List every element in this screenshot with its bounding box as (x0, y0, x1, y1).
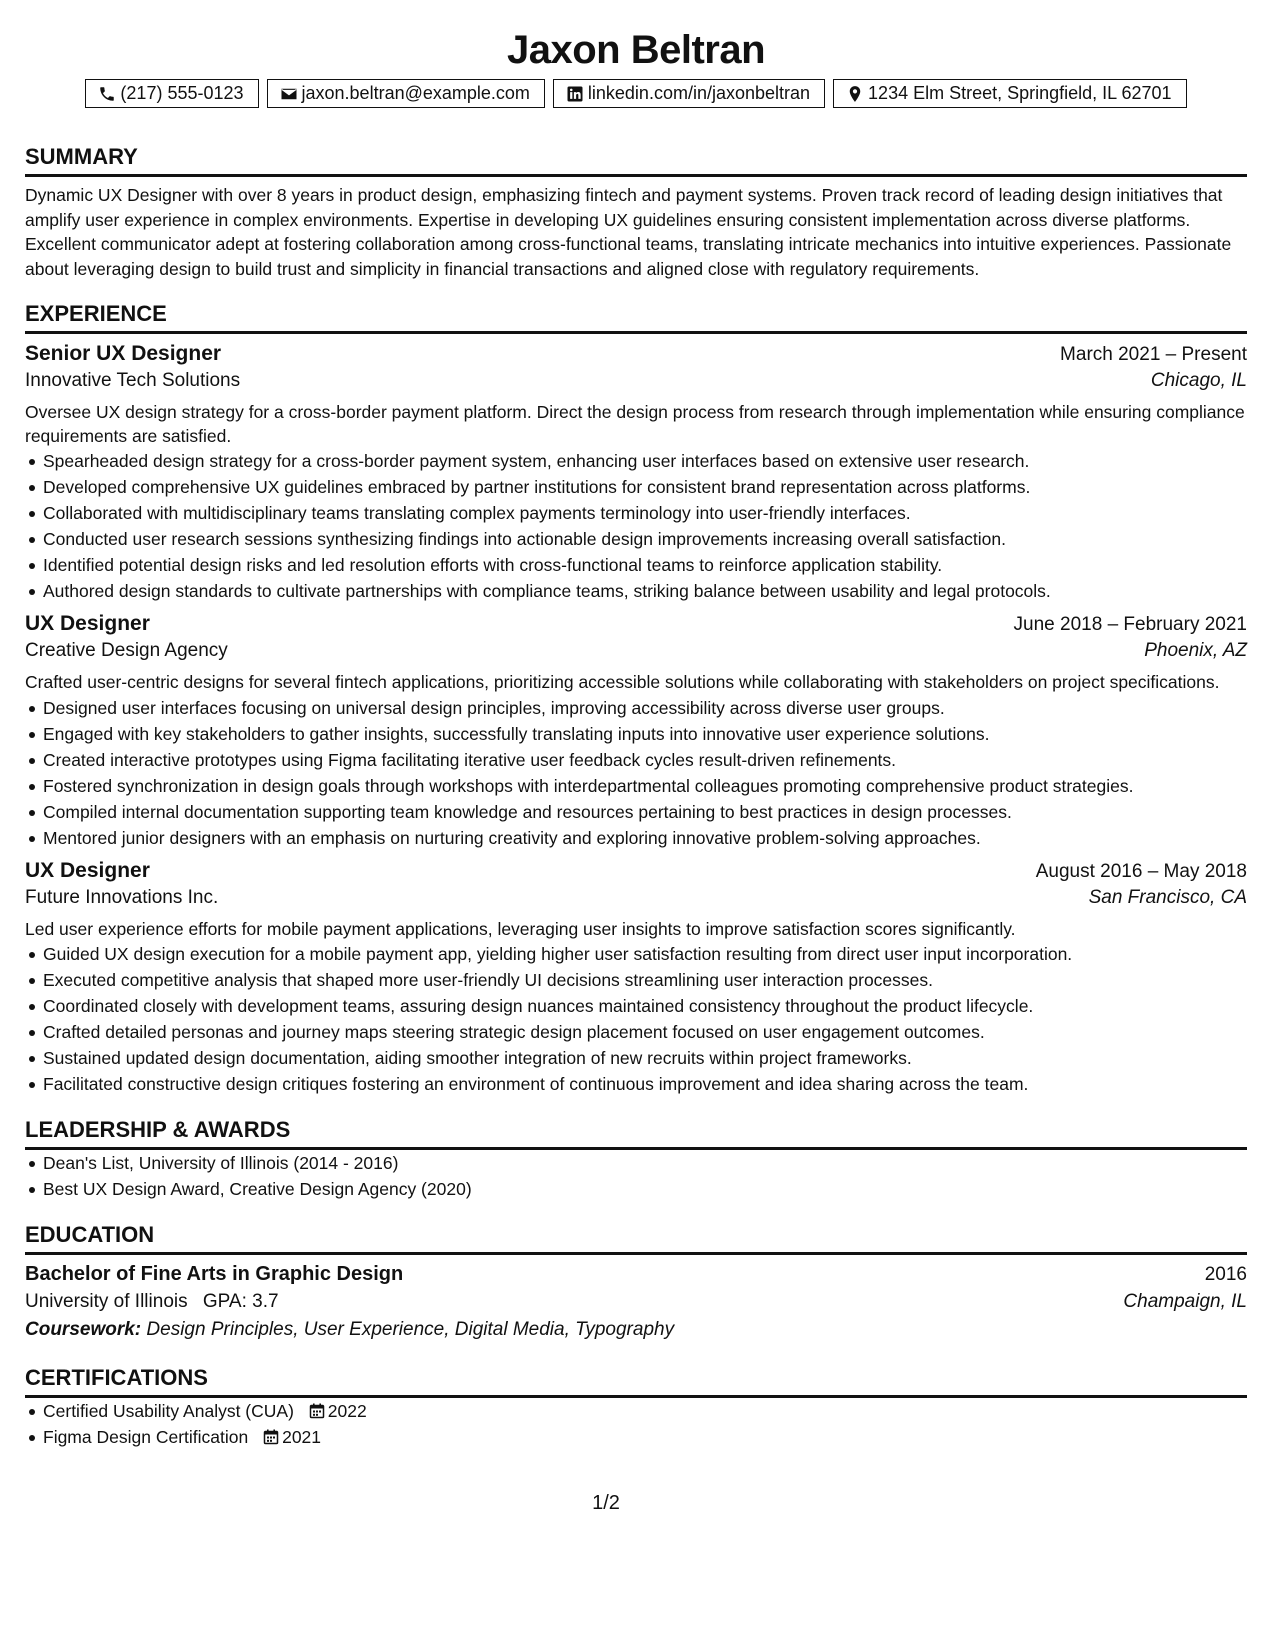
list-item: Coordinated closely with development teams, assuring design nuances maintained consistency throughout the product lifecycle. (43, 993, 1247, 1019)
leadership-section (25, 1117, 1247, 1202)
job-location: San Francisco, CA (1088, 886, 1247, 908)
calendar-icon (263, 1429, 279, 1445)
job-company: Innovative Tech Solutions (25, 370, 241, 391)
phone-text: (217) 555-0123 (120, 83, 244, 103)
contact-address (833, 79, 1187, 108)
job-location: Phoenix, AZ (1144, 640, 1247, 661)
list-item: Dean's List, University of Illinois (2014 - 2016) (43, 1150, 1247, 1176)
list-item: Developed comprehensive UX guidelines embraced by partner institutions for consistent brand representation across platforms. (43, 474, 1247, 500)
coursework-text: Design Principles, User Experience, Digital Media, Typography (146, 1319, 675, 1340)
list-item: Crafted detailed personas and journey maps steering strategic design placement focused on user engagement outcomes. (43, 1019, 1247, 1045)
envelope-icon (280, 85, 298, 103)
job-description: Led user experience efforts for mobile payment applications, leveraging user insights to improve satisfaction scores significantly. (25, 918, 1016, 939)
job-description: Crafted user-centric designs for several fintech applications, prioritizing accessible solutions while collaborating with stakeholders on project specifications. (25, 672, 1220, 692)
list-item: Identified potential design risks and led resolution efforts with cross-functional teams to reinforce application stability. (43, 552, 1247, 578)
summary-text: Dynamic UX Designer with over 8 years in product design, emphasizing fintech and payment systems. Proven track record of leading design initiatives that amplify user experience in complex environments. Expertise in developing UX guidelines ensuring consistent implementation across diverse platforms. Excellent communicator adept at fostering collaboration among cross-functional teams, translating intricate mechanics into intuitive experiences. Passionate about leveraging design to build trust and simplicity in financial transactions and aligned close with regulatory requirements. (25, 185, 1232, 279)
list-item: Created interactive prototypes using Figma facilitating iterative user feedback cycles result-driven refinements. (43, 747, 1247, 773)
job-title: Senior UX Designer (25, 342, 222, 365)
job-entry (25, 342, 1247, 604)
list-item: Facilitated constructive design critiques fostering an environment of continuous improvement and idea sharing across the team. (43, 1071, 1247, 1097)
awards-list (25, 1150, 1247, 1202)
job-dates: June 2018 – February 2021 (1013, 614, 1247, 635)
job-bullets (25, 695, 1247, 851)
leadership-heading: LEADERSHIP & AWARDS (25, 1117, 1247, 1150)
job-entry (25, 612, 1247, 851)
list-item: Authored design standards to cultivate partnerships with compliance teams, striking balance between usability and legal protocols. (43, 578, 1247, 604)
list-item: Fostered synchronization in design goals through workshops with interdepartmental colleagues promoting comprehensive product strategies. (43, 773, 1247, 799)
list-item (43, 1398, 1247, 1424)
email-text: jaxon.beltran@example.com (301, 83, 530, 103)
list-item: Spearheaded design strategy for a cross-border payment system, enhancing user interfaces based on extensive user research. (43, 448, 1247, 474)
job-entry (25, 859, 1247, 1098)
page-number: 1/2 (592, 1492, 620, 1514)
job-bullets (25, 448, 1247, 604)
certifications-list (25, 1398, 1247, 1450)
education-degree: Bachelor of Fine Arts in Graphic Design (25, 1263, 404, 1285)
certifications-section (25, 1365, 1247, 1450)
address-text: 1234 Elm Street, Springfield, IL 62701 (868, 83, 1172, 103)
list-item: Executed competitive analysis that shaped more user-friendly UI decisions streamlining user interaction processes. (43, 967, 1247, 993)
certifications-heading: CERTIFICATIONS (25, 1365, 1247, 1398)
coursework-label: Coursework: (25, 1319, 142, 1340)
candidate-name: Jaxon Beltran (506, 28, 766, 72)
list-item: Compiled internal documentation supporting team knowledge and resources pertaining to best practices in design processes. (43, 799, 1247, 825)
education-coursework (25, 1319, 1247, 1341)
job-company: Future Innovations Inc. (25, 886, 219, 908)
contact-linkedin[interactable] (553, 79, 825, 108)
list-item: Best UX Design Award, Creative Design Agency (2020) (43, 1176, 1247, 1202)
map-pin-icon (846, 85, 864, 103)
job-dates: March 2021 – Present (1060, 344, 1247, 365)
linkedin-text: linkedin.com/in/jaxonbeltran (587, 83, 811, 103)
phone-icon (98, 85, 116, 103)
list-item: Sustained updated design documentation, aiding smoother integration of new recruits within project frameworks. (43, 1045, 1247, 1071)
education-heading: EDUCATION (25, 1222, 1247, 1255)
contact-bar (25, 79, 1247, 108)
experience-heading: EXPERIENCE (25, 301, 1247, 334)
list-item: Guided UX design execution for a mobile payment app, yielding higher user satisfaction resulting from direct user input incorporation. (43, 941, 1247, 967)
list-item (43, 1424, 1247, 1450)
job-title: UX Designer (25, 858, 150, 882)
linkedin-icon (566, 85, 584, 103)
certification-year: 2022 (327, 1401, 367, 1421)
list-item: Designed user interfaces focusing on universal design principles, improving accessibility across diverse user groups. (43, 695, 1247, 721)
education-school: University of Illinois (25, 1291, 188, 1312)
list-item: Conducted user research sessions synthesizing findings into actionable design improvements increasing overall satisfaction. (43, 526, 1247, 552)
list-item: Engaged with key stakeholders to gather insights, successfully translating inputs into innovative user experience solutions. (43, 721, 1247, 747)
certification-name: Certified Usability Analyst (CUA) (43, 1401, 294, 1421)
job-bullets (25, 941, 1247, 1097)
certification-year: 2021 (282, 1427, 322, 1447)
list-item: Mentored junior designers with an emphasis on nurturing creativity and exploring innovative problem-solving approaches. (43, 825, 1247, 851)
resume-page (25, 0, 1247, 1450)
list-item: Collaborated with multidisciplinary teams translating complex payments terminology into user-friendly interfaces. (43, 500, 1247, 526)
certification-name: Figma Design Certification (43, 1427, 249, 1447)
calendar-icon (309, 1403, 325, 1419)
job-location: Chicago, IL (1150, 370, 1247, 391)
job-title: UX Designer (25, 612, 150, 635)
job-dates: August 2016 – May 2018 (1035, 860, 1247, 882)
contact-email[interactable] (267, 79, 545, 108)
education-year: 2016 (1204, 1264, 1247, 1285)
experience-section (25, 301, 1247, 1097)
contact-phone[interactable] (85, 79, 258, 108)
job-description: Oversee UX design strategy for a cross-border payment platform. Direct the design process from research through implementation while ensuring compliance requirements are satisfied. (25, 402, 1245, 446)
education-section (25, 1222, 1247, 1341)
job-company: Creative Design Agency (25, 640, 228, 661)
summary-heading: SUMMARY (25, 144, 1247, 177)
education-gpa: GPA: 3.7 (202, 1291, 279, 1312)
education-location: Champaign, IL (1123, 1291, 1247, 1312)
